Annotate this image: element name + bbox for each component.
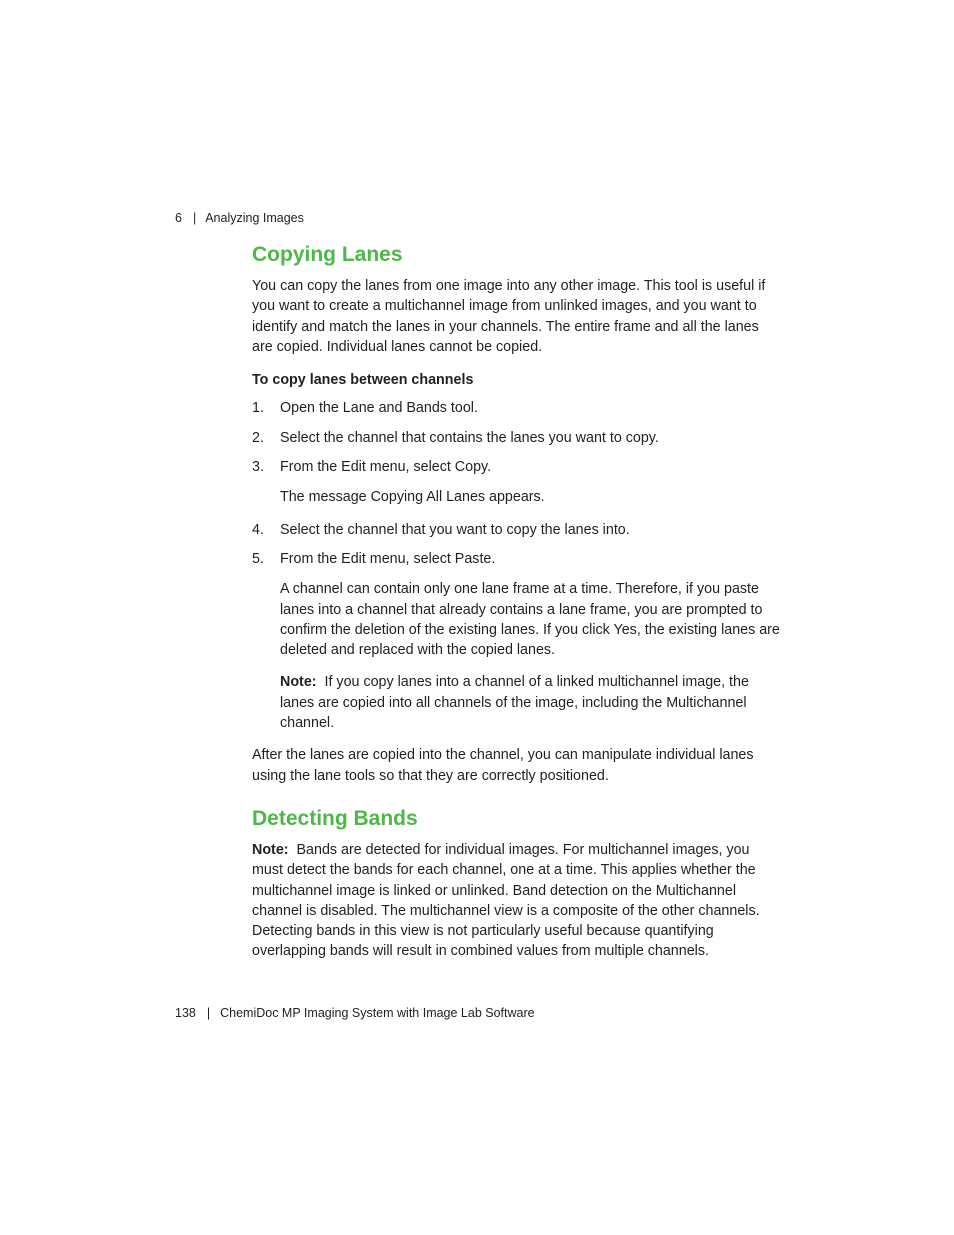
step-text: From the Edit menu, select Paste. — [280, 550, 496, 567]
chapter-number: 6 — [175, 211, 182, 225]
note-text: If you copy lanes into a channel of a linked multichannel image, the lanes are copied into all channels of the image, including the Multichannel channel. — [280, 674, 749, 732]
step-number: 5. — [252, 550, 264, 567]
section-title-copying-lanes: Copying Lanes — [252, 243, 403, 266]
procedure-heading: To copy lanes between channels — [252, 372, 474, 389]
step-number: 4. — [252, 521, 264, 538]
chapter-title: Analyzing Images — [205, 211, 304, 225]
list-item — [252, 428, 782, 448]
step-text: Open the Lane and Bands tool. — [280, 400, 478, 417]
note-paragraph-bands — [252, 840, 782, 962]
step3-result: The message Copying All Lanes appears. — [280, 489, 545, 506]
list-item — [252, 520, 782, 540]
footer-separator: | — [206, 1006, 211, 1020]
intro-paragraph: You can copy the lanes from one image into any other image. This tool is useful if you want to create a multichannel image from unlinked images, and you want to identify and match the lanes in your channels. The entire frame and all the lanes are copied. Individual lanes cannot be copied. — [252, 278, 766, 355]
note-paragraph — [252, 672, 782, 733]
step5-detail: A channel can contain only one lane frame at a time. Therefore, if you paste lanes into a channel that already contains a lane frame, you are prompted to confirm the deletion of the existing lanes. If you click Yes, the existing lanes are deleted and replaced with the copied lanes. — [280, 581, 780, 659]
running-footer — [175, 1006, 535, 1020]
note-label: Note: — [280, 674, 317, 691]
running-header — [175, 211, 304, 225]
page-number: 138 — [175, 1006, 196, 1020]
book-title: ChemiDoc MP Imaging System with Image Lab Software — [220, 1006, 535, 1020]
step-text: Select the channel that you want to copy the lanes into. — [280, 521, 630, 538]
step-number: 1. — [252, 400, 264, 417]
step-number: 3. — [252, 459, 264, 476]
page-content — [252, 240, 782, 962]
list-item — [252, 549, 782, 569]
step-text: Select the channel that contains the lanes you want to copy. — [280, 429, 659, 446]
list-item — [252, 457, 782, 477]
step-text: From the Edit menu, select Copy. — [280, 459, 492, 476]
header-separator: | — [192, 211, 197, 225]
step-number: 2. — [252, 429, 264, 446]
note-label: Note: — [252, 841, 289, 858]
after-paragraph: After the lanes are copied into the channel, you can manipulate individual lanes using the lane tools so that they are correctly positioned. — [252, 747, 754, 784]
steps-list — [252, 398, 782, 733]
note-text: Bands are detected for individual images. For multichannel images, you must detect the bands for each channel, one at a time. This applies whether the multichannel image is linked or unlinked. Band detection on the Multichannel channel is disabled. The multichannel view is a composite of the other channels. Detecting bands in this view is not particularly useful because quantifying overlapping bands will result in combined values from multiple channels. — [252, 841, 760, 960]
list-item — [252, 398, 782, 418]
section-title-detecting-bands: Detecting Bands — [252, 806, 418, 830]
